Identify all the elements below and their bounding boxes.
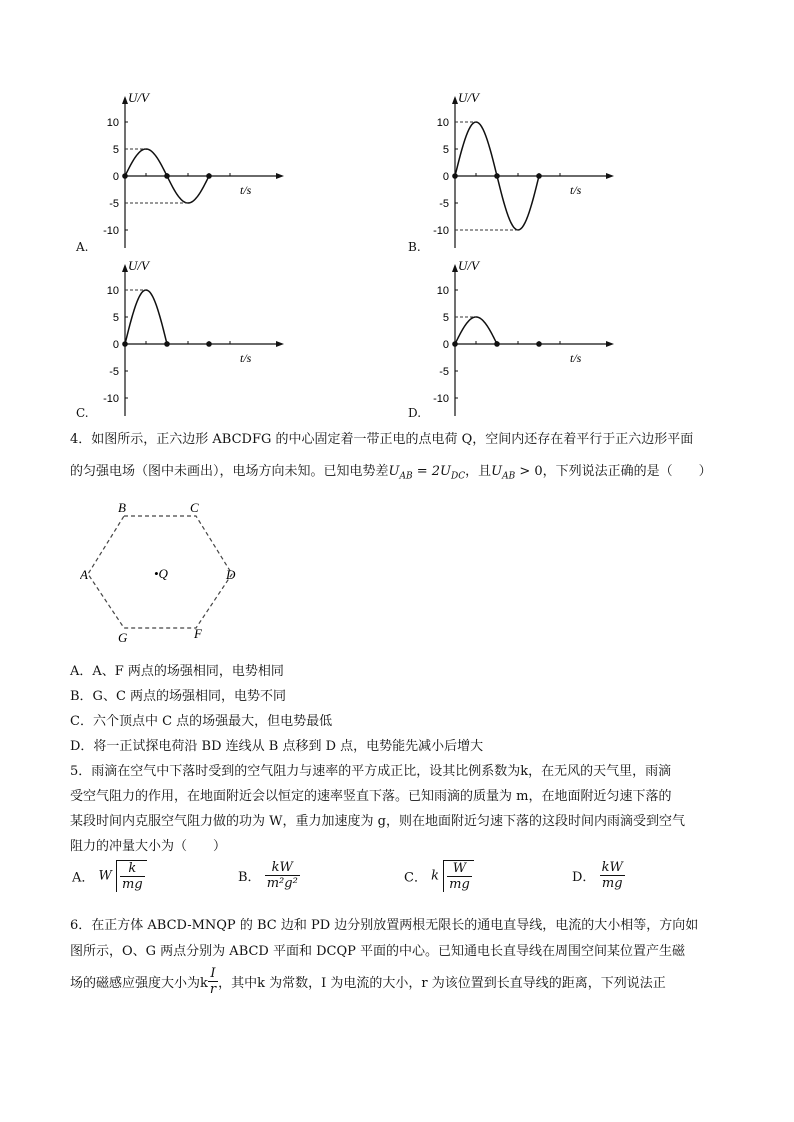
q6-line3-a: 场的磁感应强度大小为k [70, 976, 208, 991]
q5-option-a-letter: A． [72, 870, 95, 886]
q4-sub3: AB [502, 471, 516, 482]
graph-svg [420, 256, 620, 426]
q4-line2 [70, 460, 712, 482]
x-axis-label: t/s [240, 183, 252, 197]
x-axis-arrow [276, 341, 284, 347]
q4-eq1: U [388, 464, 400, 479]
q5-option-b-num: kW [265, 860, 300, 876]
charge-q-label: •Q [154, 566, 168, 581]
q5-option-b-letter: B． [238, 870, 261, 885]
q6-frac-den: r [209, 982, 217, 997]
y-tick-label: 5 [442, 312, 449, 324]
zero-crossing-dot [536, 341, 542, 347]
y-tick-label: -10 [433, 225, 449, 237]
x-axis-label: t/s [240, 351, 252, 365]
q4-option-c: C．六个顶点中 C 点的场强最大，但电势最低 [70, 714, 333, 729]
y-axis-label: U/V [128, 90, 149, 105]
vertex-label-f: F [194, 626, 202, 641]
vertex-label-d: D [226, 567, 236, 582]
y-tick-label: -5 [109, 198, 119, 210]
q5-option-c-den: mg [449, 877, 470, 892]
q5-line1: 5．雨滴在空气中下落时受到的空气阻力与速率的平方成正比，设其比例系数为k，在无风的天气里，雨滴 [70, 764, 672, 779]
graph-svg [90, 256, 290, 426]
y-tick-label: -10 [103, 393, 119, 405]
x-axis-arrow [276, 173, 284, 179]
graph-option-a [90, 88, 290, 258]
q4-option-b: B．G、C 两点的场强相同，电势不同 [70, 689, 287, 704]
q4-sub2: DC [451, 471, 466, 482]
q5-option-d [572, 860, 625, 891]
y-axis-label: U/V [458, 258, 479, 273]
q4-eq3: U [491, 464, 503, 479]
y-tick-label: 0 [442, 171, 449, 183]
x-axis-label: t/s [570, 351, 582, 365]
q5-option-d-den: mg [601, 876, 623, 891]
q5-option-a-pre: W [98, 868, 112, 884]
q5-option-a-num: k [120, 861, 145, 877]
graph-option-c [90, 256, 290, 426]
y-tick-label: 5 [442, 144, 449, 156]
x-axis-label: t/s [570, 183, 582, 197]
q5-option-c-letter: C． [404, 870, 427, 886]
y-tick-label: 0 [112, 339, 119, 351]
vertex-label-c: C [190, 500, 199, 515]
y-tick-label: -5 [109, 366, 119, 378]
q5-option-a [72, 860, 147, 892]
zero-crossing-dot [164, 173, 170, 179]
q5-option-d-num: kW [601, 860, 623, 875]
y-tick-label: -5 [439, 198, 449, 210]
q4-eq2: = 2U [412, 464, 451, 479]
y-tick-label: 10 [106, 117, 119, 129]
y-tick-label: 0 [112, 171, 119, 183]
y-tick-label: -10 [103, 225, 119, 237]
graph-option-c-letter: C. [76, 406, 89, 420]
waveform-curve [455, 317, 497, 344]
y-tick-label: 10 [436, 285, 449, 297]
y-tick-label: 10 [106, 285, 119, 297]
y-axis-label: U/V [128, 258, 149, 273]
q4-line2-c: > 0，下列说法正确的是（ ） [515, 464, 712, 479]
q4-option-d: D．将一正试探电荷沿 BD 连线从 B 点移到 D 点，电势能先减小后增大 [70, 739, 484, 754]
zero-crossing-dot [494, 341, 500, 347]
q4-line2-b: ，且 [465, 464, 492, 479]
q4-sub1: AB [399, 471, 413, 482]
q6-frac-num: I [208, 966, 218, 982]
q5-option-b [238, 860, 300, 891]
y-tick-label: 10 [436, 117, 449, 129]
q6-line1: 6．在正方体 ABCD-MNQP 的 BC 边和 PD 边分别放置两根无限长的通电直导线，电流的大小相等，方向如 [70, 918, 699, 933]
vertex-label-a: A [80, 567, 88, 582]
q5-line2: 受空气阻力的作用，在地面附近会以恒定的速率竖直下落。已知雨滴的质量为 m，在地面附近匀速下落的 [70, 789, 672, 804]
zero-crossing-dot [452, 341, 458, 347]
graph-svg [90, 88, 290, 258]
y-tick-label: 5 [112, 312, 119, 324]
y-tick-label: -10 [433, 393, 449, 405]
zero-crossing-dot [206, 173, 212, 179]
q4-option-a: A．A、F 两点的场强相同，电势相同 [70, 664, 284, 679]
zero-crossing-dot [122, 341, 128, 347]
hexagon-figure [80, 498, 250, 648]
zero-crossing-dot [206, 341, 212, 347]
y-tick-label: -5 [439, 366, 449, 378]
y-tick-label: 0 [442, 339, 449, 351]
q5-option-c-pre: k [431, 868, 439, 884]
q4-line2-a: 的匀强电场（图中未画出），电场方向未知。已知电势差 [70, 464, 389, 479]
q5-option-c [404, 860, 474, 892]
graph-option-a-letter: A. [76, 240, 89, 254]
x-axis-arrow [606, 173, 614, 179]
graph-option-d [420, 256, 620, 426]
q6-line2: 图所示，O、G 两点分别为 ABCD 平面和 DCQP 平面的中心。已知通电长直导线在周围空间某位置产生磁 [70, 944, 686, 959]
y-axis-label: U/V [458, 90, 479, 105]
zero-crossing-dot [494, 173, 500, 179]
q5-option-b-den: m²g² [266, 876, 298, 891]
q6-line3 [70, 966, 666, 997]
q5-line3: 某段时间内克服空气阻力做的功为 W，重力加速度为 g，则在地面附近匀速下落的这段时间内雨滴受到空气 [70, 814, 685, 829]
q5-option-c-num: W [447, 861, 472, 877]
q5-line4: 阻力的冲量大小为（ ） [70, 839, 227, 854]
graph-option-b [420, 88, 620, 258]
x-axis-arrow [606, 341, 614, 347]
zero-crossing-dot [164, 341, 170, 347]
zero-crossing-dot [122, 173, 128, 179]
zero-crossing-dot [452, 173, 458, 179]
q5-option-d-letter: D． [572, 870, 596, 885]
y-tick-label: 5 [112, 144, 119, 156]
q5-option-a-den: mg [122, 877, 143, 892]
graph-option-d-letter: D. [408, 406, 422, 420]
zero-crossing-dot [536, 173, 542, 179]
vertex-label-g: G [118, 630, 128, 645]
waveform-curve [125, 290, 167, 344]
graph-svg [420, 88, 620, 258]
q6-line3-b: ，其中k 为常数，I 为电流的大小，r 为该位置到长直导线的距离，下列说法正 [218, 976, 666, 991]
q4-line1: 4．如图所示，正六边形 ABCDFG 的中心固定着一带正电的点电荷 Q，空间内还存在着平行于正六边形平面 [70, 432, 694, 447]
vertex-label-b: B [118, 500, 126, 515]
graph-option-b-letter: B. [408, 240, 421, 254]
